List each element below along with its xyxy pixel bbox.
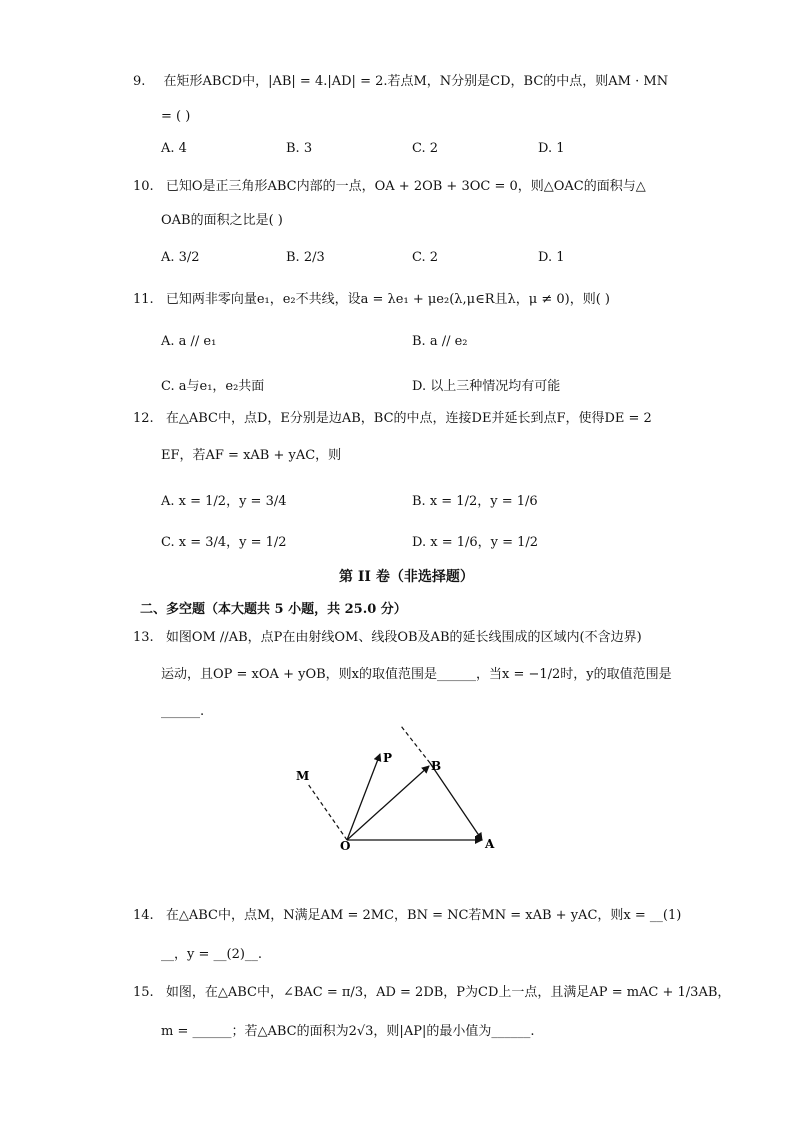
option-a: A. a // e₁ [161,334,217,349]
option-a: A. 4 [161,141,187,156]
option-a: A. x = 1/2，y = 3/4 [161,494,287,509]
option-d: D. 以上三种情况均有可能 [412,379,561,394]
option-b: B. x = 1/2，y = 1/6 [412,494,538,509]
vector-figure [290,720,510,860]
option-c: C. x = 3/4，y = 1/2 [161,535,287,550]
option-a: A. 3/2 [161,250,200,265]
q12-stem [133,410,652,428]
question-number: 10. [133,179,154,194]
question-number: 13. [133,630,154,645]
question-text: 如图，在△ABC中，∠BAC = π/3，AD = 2DB，P为CD上一点，且满足AP = mAC + 1/3AB， [165,985,731,1000]
question-number: 12. [133,411,154,426]
label-m: M [296,769,310,783]
ray-om [308,784,347,840]
q13-stem [133,629,642,647]
question-text: 如图OM //AB，点P在由射线OM、线段OB及AB的延长线围成的区域内(不含边界) [165,630,642,645]
q15-stem-cont: m = ______；若△ABC的面积为2√3，则|AP|的最小值为______. [161,1024,535,1039]
q10-stem [133,178,646,196]
q11-stem [133,291,610,309]
question-text: 在△ABC中，点D，E分别是边AB，BC的中点，连接DE并延长到点F，使得DE = 2 [165,411,652,426]
q13-stem-cont2: ______. [161,704,205,719]
question-number: 9. [133,74,146,89]
label-a: A [485,837,495,851]
q9-stem-cont: = ( ) [161,109,191,124]
section-title: 第 II 卷（非选择题） [339,569,474,585]
option-b: B. a // e₂ [412,334,468,349]
question-number: 14. [133,908,154,923]
extension-ab [401,726,430,763]
q12-stem-cont: EF，若AF = xAB + yAC，则 [161,448,342,463]
q15-stem [133,984,730,1002]
option-d: D. x = 1/6，y = 1/2 [412,535,539,550]
option-b: B. 3 [286,141,313,156]
q10-stem-cont: OAB的面积之比是( ) [161,213,283,228]
question-text: 在△ABC中，点M，N满足AM = 2MC，BN = NC若MN = xAB + yAC，则x = __(1) [165,908,682,923]
label-o: O [340,839,351,853]
question-number: 11. [133,292,154,307]
vector-ba [430,763,482,840]
q14-stem [133,907,681,925]
option-c: C. a与e₁，e₂共面 [161,379,265,394]
question-number: 15. [133,985,154,1000]
option-d: D. 1 [538,141,565,156]
vector-ob [347,766,429,840]
q14-stem-cont: __，y = __(2)__. [161,947,263,962]
option-c: C. 2 [412,250,439,265]
option-c: C. 2 [412,141,439,156]
label-b: B [431,759,442,773]
question-text: 在矩形ABCD中，|AB| = 4.|AD| = 2.若点M，N分别是CD，BC的中点，则AM · MN [163,74,669,89]
question-text: 已知两非零向量e₁，e₂不共线，设a = λe₁ + μe₂(λ,μ∈R且λ，μ ≠ 0)，则( ) [165,292,610,307]
vector-op [347,754,380,840]
label-p: P [383,751,393,765]
question-text: 已知O是正三角形ABC内部的一点，OA + 2OB + 3OC = 0，则△OAC的面积与△ [165,179,646,194]
q9-stem [133,73,668,91]
part-title: 二、多空题（本大题共 5 小题，共 25.0 分） [140,602,407,617]
q13-stem-cont: 运动，且OP = xOA + yOB，则x的取值范围是______，当x = −1/2时，y的取值范围是 [161,667,672,682]
option-d: D. 1 [538,250,565,265]
option-b: B. 2/3 [286,250,325,265]
